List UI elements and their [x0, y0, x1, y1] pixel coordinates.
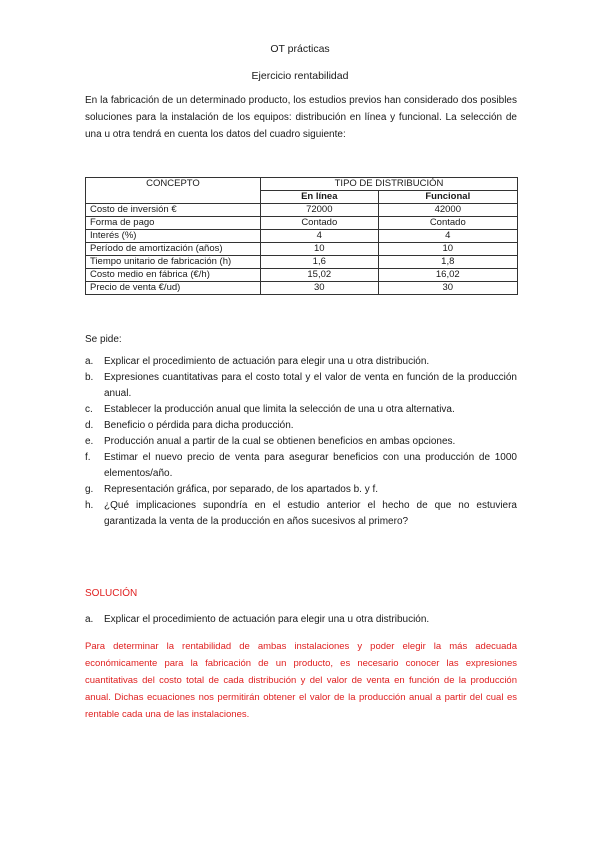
list-item: [85, 402, 517, 418]
row-funcional: 1,8: [378, 256, 517, 269]
table-row: [86, 269, 518, 282]
list-item: [85, 354, 517, 370]
row-funcional: 42000: [378, 204, 517, 217]
list-item-text: Estimar el nuevo precio de venta para asegurar beneficios con una producción de 1000 elementos/año.: [104, 452, 517, 479]
solution-item-text: Explicar el procedimiento de actuación para elegir una u otra distribución.: [104, 614, 430, 625]
list-item-label: f.: [85, 452, 91, 463]
table-row: [86, 204, 518, 217]
list-item-label: d.: [85, 420, 94, 431]
solution-answer: Para determinar la rentabilidad de ambas instalaciones y poder elegir la más adecuada económicamente para la fabricación de un producto, es necesario conocer las expresiones cuantitativas del costo total de cada distribución y del valor de venta en función de la producción anual. Dichas ecuaciones nos permitirán obtener el valor de la producción anual a partir del cual es rentable cada una de las instalaciones.: [85, 641, 517, 720]
row-linea: 72000: [261, 204, 379, 217]
row-concepto: Precio de venta €/ud): [86, 282, 261, 295]
solution-item-label: a.: [85, 614, 94, 625]
row-concepto: Forma de pago: [86, 217, 261, 230]
table-row: [86, 243, 518, 256]
list-item-text: Expresiones cuantitativas para el costo total y el valor de venta en función de la producción anual.: [104, 372, 517, 399]
list-item-text: Establecer la producción anual que limita la selección de una u otra alternativa.: [104, 404, 455, 415]
list-item-text: Beneficio o pérdida para dicha producción.: [104, 420, 294, 431]
list-item-text: ¿Qué implicaciones supondría en el estudio anterior el hecho de que no estuviera garantizada la venta de la producción en años sucesivos al primero?: [104, 500, 517, 527]
distribution-table: [85, 177, 518, 295]
list-item-label: c.: [85, 404, 93, 415]
table-row: [86, 282, 518, 295]
list-item: [85, 434, 517, 450]
row-concepto: Tiempo unitario de fabricación (h): [86, 256, 261, 269]
list-item: [85, 370, 517, 402]
row-linea: 1,6: [261, 256, 379, 269]
row-concepto: Costo de inversión €: [86, 204, 261, 217]
list-item-text: Explicar el procedimiento de actuación para elegir una u otra distribución.: [104, 356, 430, 367]
list-item-text: Representación gráfica, por separado, de los apartados b. y f.: [104, 484, 379, 495]
row-funcional: 4: [378, 230, 517, 243]
table-row: [86, 256, 518, 269]
list-item-label: b.: [85, 372, 94, 383]
distribution-type-header: TIPO DE DISTRIBUCIÓN: [261, 178, 518, 191]
list-item-text: Producción anual a partir de la cual se obtienen beneficios en ambas opciones.: [104, 436, 456, 447]
table-row: [86, 230, 518, 243]
row-funcional: Contado: [378, 217, 517, 230]
row-concepto: Interés (%): [86, 230, 261, 243]
intro-paragraph: En la fabricación de un determinado producto, los estudios previos han considerado dos posibles soluciones para la instalación de los equipos: distribución en línea y funcional. La selección de una u otra tendrá en cuenta los datos del cuadro siguiente:: [85, 95, 517, 140]
solution-heading: SOLUCIÓN: [85, 588, 138, 599]
solution-item: [85, 612, 517, 628]
list-item-label: a.: [85, 356, 94, 367]
document-title: OT prácticas: [270, 43, 330, 55]
row-funcional: 30: [378, 282, 517, 295]
table-header-row: [86, 178, 518, 191]
row-linea: Contado: [261, 217, 379, 230]
list-item-label: e.: [85, 436, 94, 447]
list-item: [85, 450, 517, 482]
row-linea: 10: [261, 243, 379, 256]
row-concepto: Período de amortización (años): [86, 243, 261, 256]
row-linea: 4: [261, 230, 379, 243]
list-item-label: g.: [85, 484, 94, 495]
list-item-label: h.: [85, 500, 94, 511]
table-row: [86, 217, 518, 230]
row-linea: 15,02: [261, 269, 379, 282]
col-en-linea: En línea: [261, 191, 379, 204]
document-subtitle: Ejercicio rentabilidad: [251, 70, 349, 82]
row-concepto: Costo medio en fábrica (€/h): [86, 269, 261, 282]
col-funcional: Funcional: [378, 191, 517, 204]
row-funcional: 16,02: [378, 269, 517, 282]
concept-header: CONCEPTO: [86, 178, 261, 204]
list-item: [85, 482, 517, 498]
list-item: [85, 418, 517, 434]
row-funcional: 10: [378, 243, 517, 256]
list-item: [85, 498, 517, 530]
se-pide-label: Se pide:: [85, 334, 122, 345]
row-linea: 30: [261, 282, 379, 295]
